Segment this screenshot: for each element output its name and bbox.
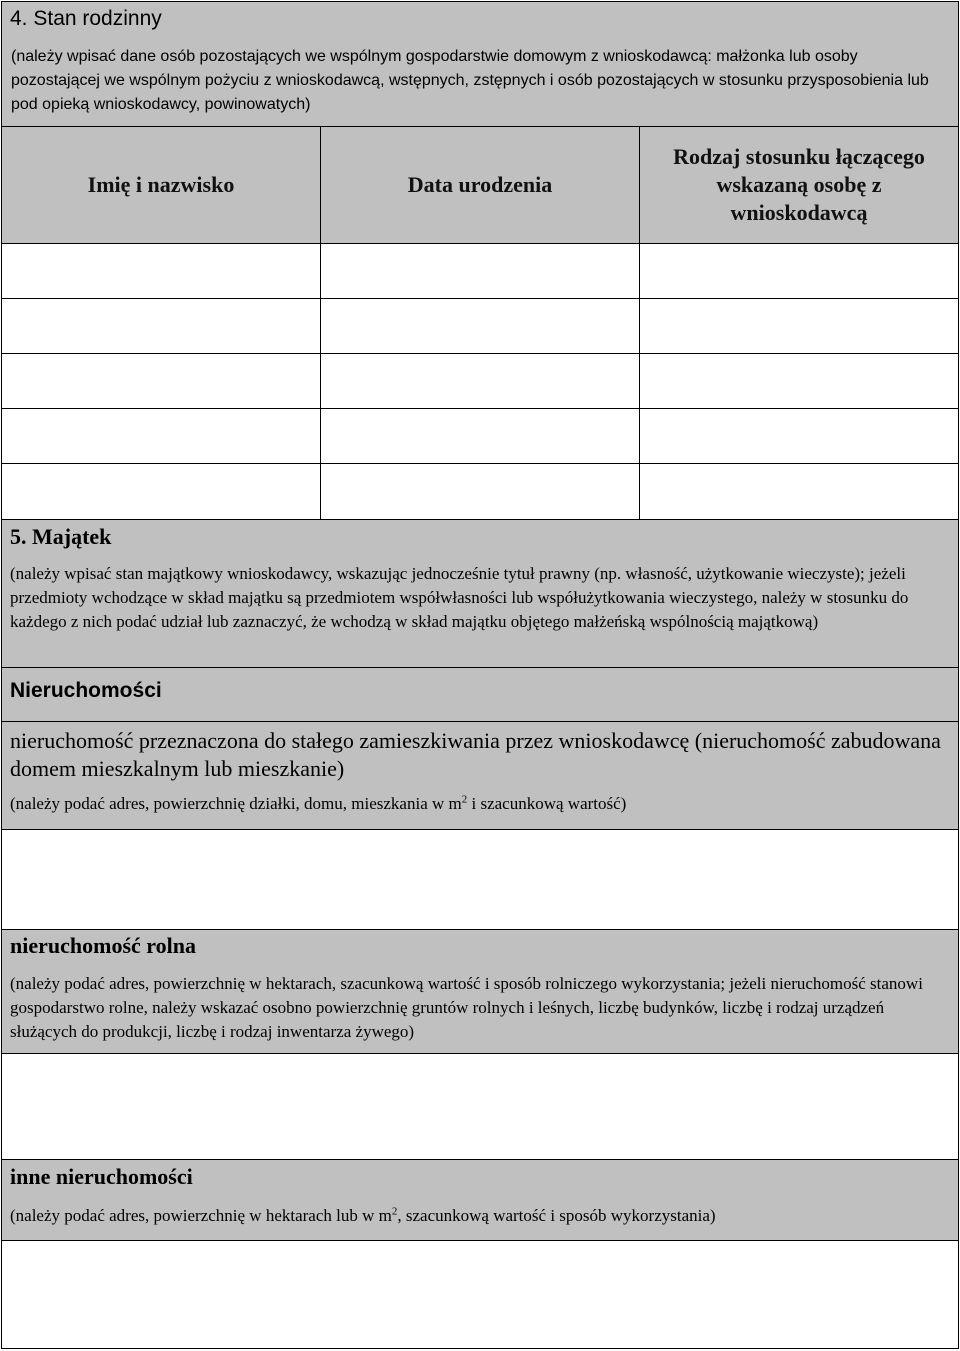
column-header-name bbox=[1, 126, 321, 244]
residential-property-field[interactable] bbox=[1, 829, 959, 930]
other-property-field[interactable] bbox=[1, 1240, 959, 1349]
family-row-1-relationship-cell[interactable] bbox=[639, 243, 959, 299]
real-estate-header bbox=[1, 667, 959, 722]
family-row-2-name-cell[interactable] bbox=[1, 298, 321, 354]
other-property-header bbox=[1, 1159, 959, 1241]
agricultural-property-note: (należy podać adres, powierzchnię w hektarach, szacunkową wartość i sposób rolniczego wykorzystania; jeżeli nieruchomość stanowi gospodarstwo rolne, należy wskazać osobno powierzchnię gruntów rolnych i leśnych, liczbę budynków, liczbę i rodzaj urządzeń służących do produkcji, liczbę i rodzaj inwentarza żywego) bbox=[10, 974, 923, 1041]
agricultural-property-title: nieruchomość rolna bbox=[10, 933, 196, 958]
real-estate-label: Nieruchomości bbox=[10, 679, 162, 702]
family-row-3-birthdate-cell[interactable] bbox=[320, 353, 640, 409]
column-header-name-label: Imię i nazwisko bbox=[87, 172, 235, 197]
residential-property-note-tail: i szacunkową wartość) bbox=[467, 794, 627, 813]
section4-header bbox=[1, 1, 959, 127]
other-property-title: inne nieruchomości bbox=[10, 1164, 193, 1189]
family-row-4-relationship-cell[interactable] bbox=[639, 408, 959, 464]
section5-note: (należy wpisać stan majątkowy wnioskodawcy, wskazując jednocześnie tytuł prawny (np. własność, użytkowanie wieczyste); jeżeli przedmioty wchodzące w skład majątku są przedmiotem współwłasności lub współużytkowania wieczystego, należy w stosunku do każdego z nich podać udział lub zaznaczyć, że wchodzą w skład majątku objętego małżeńską wspólnością majątkową) bbox=[10, 564, 909, 631]
family-row-5-name-cell[interactable] bbox=[1, 463, 321, 520]
column-header-relationship-label: Rodzaj stosunku łączącego wskazaną osobę z wnioskodawcą bbox=[673, 144, 925, 225]
section4-note: (należy wpisać dane osób pozostających we wspólnym gospodarstwie domowym z wnioskodawcą: małżonka lub osoby pozostającej we wspólnym pożyciu z wnioskodawcą, wstępnych, zstępnych i osób pozostających w stosunku przysposobienia lub pod opieką wnioskodawcy, powinowatych) bbox=[11, 48, 929, 113]
family-row-3-name-cell[interactable] bbox=[1, 353, 321, 409]
agricultural-property-header bbox=[1, 929, 959, 1054]
other-property-note-text: (należy podać adres, powierzchnię w hektarach lub w m bbox=[10, 1206, 392, 1225]
column-header-birthdate bbox=[320, 126, 640, 244]
family-row-1-name-cell[interactable] bbox=[1, 243, 321, 299]
column-header-birthdate-label: Data urodzenia bbox=[407, 172, 553, 197]
column-header-relationship bbox=[639, 126, 959, 244]
residential-property-header bbox=[1, 721, 959, 830]
section4-heading: 4. Stan rodzinny bbox=[10, 7, 162, 30]
family-row-4-name-cell[interactable] bbox=[1, 408, 321, 464]
square-meter-superscript: 2 bbox=[461, 793, 468, 806]
family-row-2-relationship-cell[interactable] bbox=[639, 298, 959, 354]
family-row-5-birthdate-cell[interactable] bbox=[320, 463, 640, 520]
section5-heading: 5. Majątek bbox=[10, 524, 112, 549]
family-row-1-birthdate-cell[interactable] bbox=[320, 243, 640, 299]
agricultural-property-field[interactable] bbox=[1, 1053, 959, 1160]
residential-property-note bbox=[10, 792, 950, 816]
family-row-4-birthdate-cell[interactable] bbox=[320, 408, 640, 464]
family-row-3-relationship-cell[interactable] bbox=[639, 353, 959, 409]
residential-property-note-text: (należy podać adres, powierzchnię działki, domu, mieszkania w m bbox=[10, 794, 462, 813]
other-property-note-tail: , szacunkową wartość i sposób wykorzystania) bbox=[397, 1206, 716, 1225]
section5-header bbox=[1, 519, 959, 668]
square-meter-superscript-2: 2 bbox=[391, 1205, 398, 1218]
family-row-2-birthdate-cell[interactable] bbox=[320, 298, 640, 354]
other-property-note bbox=[10, 1204, 950, 1228]
residential-property-title: nieruchomość przeznaczona do stałego zamieszkiwania przez wnioskodawcę (nieruchomość zabudowana domem mieszkalnym lub mieszkanie) bbox=[10, 728, 941, 781]
family-row-5-relationship-cell[interactable] bbox=[639, 463, 959, 520]
